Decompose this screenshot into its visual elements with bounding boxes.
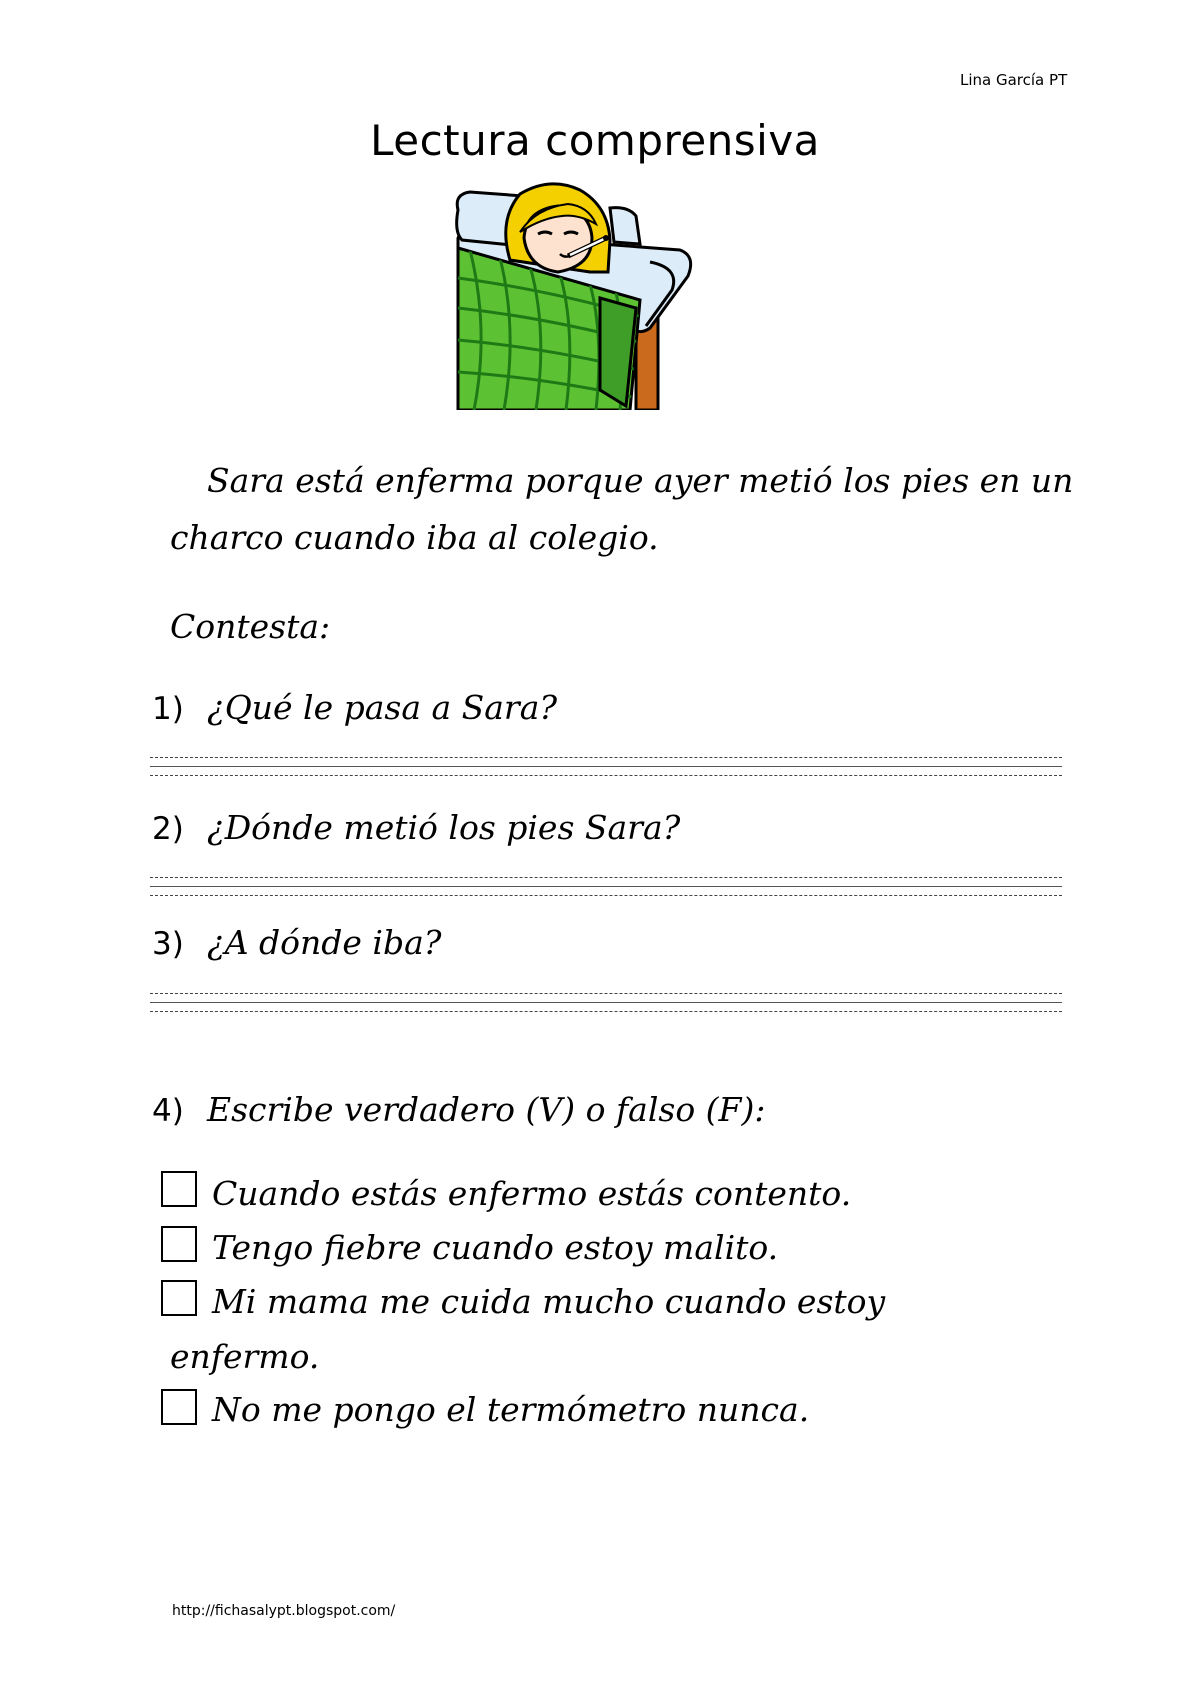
question-1 [152,688,557,727]
question-text: ¿Dónde metió los pies Sara? [207,808,681,847]
answer-checkbox-3[interactable] [161,1280,197,1316]
statement-1: Cuando estás enfermo estás contento. [212,1174,852,1213]
page-title: Lectura comprensiva [370,116,820,165]
question-number: 1) [152,691,184,727]
question-text: Escribe verdadero (V) o falso (F): [207,1090,766,1129]
statement-3: Mi mama me cuida mucho cuando estoy [212,1282,886,1321]
statement-4: No me pongo el termómetro nunca. [212,1390,810,1429]
statement-2: Tengo fiebre cuando estoy malito. [212,1228,779,1267]
question-2 [152,808,680,847]
answer-checkbox-2[interactable] [161,1226,197,1262]
question-3 [152,923,441,962]
statement-3-continuation: enfermo. [170,1337,320,1376]
answer-line-2[interactable] [150,877,1062,897]
footer-url: http://fichasalypt.blogspot.com/ [172,1603,396,1619]
reading-text: Sara está enferma porque ayer metió los pies en un charco cuando iba al colegio. [170,461,1074,557]
question-text: ¿A dónde iba? [207,923,442,962]
question-number: 3) [152,926,184,962]
reading-passage [170,452,1080,566]
sick-girl-in-bed-with-thermometer-icon [450,180,730,410]
question-4 [152,1090,765,1129]
answer-line-3[interactable] [150,993,1062,1013]
author-credit: Lina García PT [960,71,1068,89]
question-number: 4) [152,1093,184,1129]
answer-line-1[interactable] [150,757,1062,777]
answer-checkbox-1[interactable] [161,1171,197,1207]
instruction-contesta: Contesta: [170,607,331,646]
question-number: 2) [152,811,184,847]
answer-checkbox-4[interactable] [161,1389,197,1425]
question-text: ¿Qué le pasa a Sara? [207,688,558,727]
